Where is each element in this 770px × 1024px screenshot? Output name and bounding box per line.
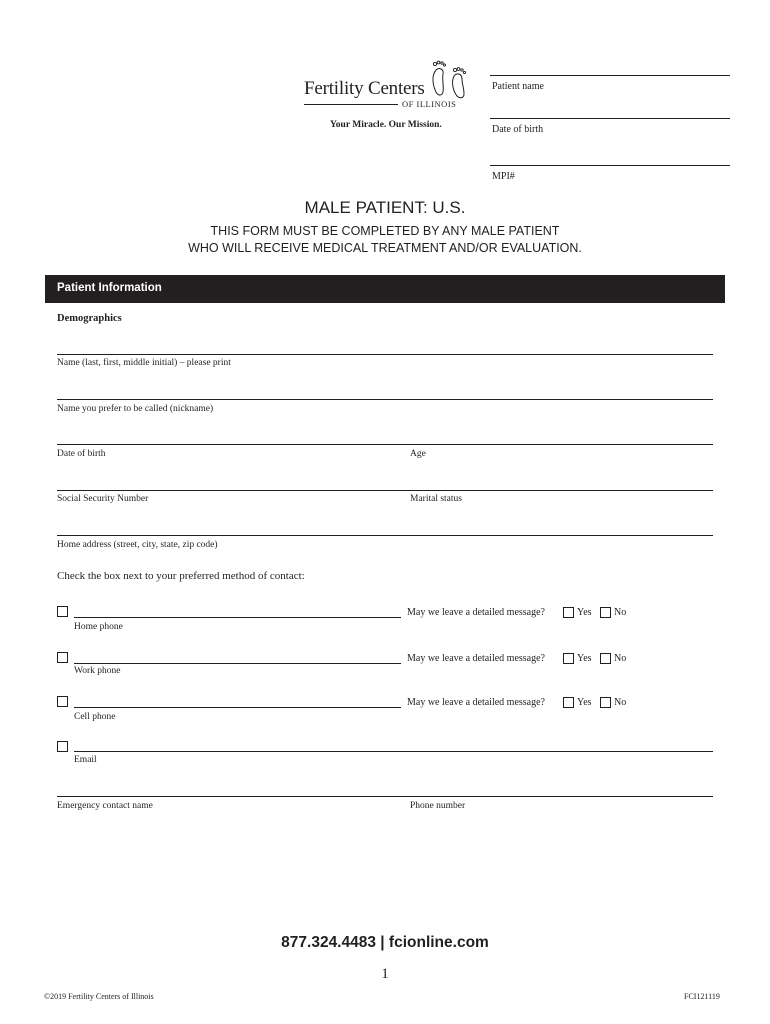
logo-tagline: Your Miracle. Our Mission. <box>330 120 442 130</box>
home-message-question: May we leave a detailed message? <box>407 607 545 618</box>
nickname-label: Name you prefer to be called (nickname) <box>57 404 214 414</box>
section-bar <box>45 275 725 303</box>
footer-contact: 877.324.4483 | fcionline.com <box>281 934 489 951</box>
emergency-line[interactable] <box>57 796 713 797</box>
email-line[interactable] <box>74 751 713 752</box>
work-yes-checkbox[interactable] <box>563 653 574 664</box>
patient-name-line[interactable] <box>490 75 730 76</box>
ssn-marital-line[interactable] <box>57 490 713 491</box>
home-yes-label: Yes <box>577 607 592 618</box>
logo <box>296 58 486 138</box>
home-no-label: No <box>614 607 627 618</box>
cell-no-checkbox[interactable] <box>600 697 611 708</box>
section-heading: Patient Information <box>57 282 162 294</box>
cell-phone-line[interactable] <box>74 707 401 708</box>
work-phone-checkbox[interactable] <box>57 652 68 663</box>
contact-instruction: Check the box next to your preferred method of contact: <box>57 570 305 582</box>
copyright: ©2019 Fertility Centers of Illinois <box>44 992 154 1001</box>
patient-name-label: Patient name <box>492 81 544 92</box>
emergency-name-label: Emergency contact name <box>57 801 153 811</box>
home-phone-line[interactable] <box>74 617 401 618</box>
page-number: 1 <box>381 966 389 982</box>
home-no-checkbox[interactable] <box>600 607 611 618</box>
demographics-heading: Demographics <box>57 313 122 324</box>
work-no-label: No <box>614 653 627 664</box>
work-no-checkbox[interactable] <box>600 653 611 664</box>
email-checkbox[interactable] <box>57 741 68 752</box>
cell-phone-checkbox[interactable] <box>57 696 68 707</box>
work-phone-label: Work phone <box>74 666 121 676</box>
email-label: Email <box>74 755 97 765</box>
marital-label: Marital status <box>410 494 462 504</box>
cell-yes-label: Yes <box>577 697 592 708</box>
home-yes-checkbox[interactable] <box>563 607 574 618</box>
mpi-label: MPI# <box>492 171 515 182</box>
header-dob-label: Date of birth <box>492 124 544 135</box>
home-phone-checkbox[interactable] <box>57 606 68 617</box>
logo-name: Fertility Centers <box>304 78 425 99</box>
form-title: MALE PATIENT: U.S. <box>304 198 466 217</box>
logo-rule <box>304 104 398 105</box>
name-line[interactable] <box>57 354 713 355</box>
age-label: Age <box>410 449 426 459</box>
footprints-icon <box>424 58 474 104</box>
form-code: FCI121119 <box>684 992 720 1001</box>
mpi-line[interactable] <box>490 165 730 166</box>
ssn-label: Social Security Number <box>57 494 149 504</box>
work-yes-label: Yes <box>577 653 592 664</box>
dob-age-line[interactable] <box>57 444 713 445</box>
cell-message-question: May we leave a detailed message? <box>407 697 545 708</box>
address-label: Home address (street, city, state, zip code) <box>57 540 218 550</box>
cell-yes-checkbox[interactable] <box>563 697 574 708</box>
emergency-phone-label: Phone number <box>410 801 466 811</box>
home-phone-label: Home phone <box>74 622 123 632</box>
work-phone-line[interactable] <box>74 663 401 664</box>
address-line[interactable] <box>57 535 713 536</box>
dob-label: Date of birth <box>57 449 106 459</box>
name-label: Name (last, first, middle initial) – please print <box>57 358 231 368</box>
cell-phone-label: Cell phone <box>74 712 116 722</box>
form-subtitle-1: THIS FORM MUST BE COMPLETED BY ANY MALE PATIENT <box>210 224 560 238</box>
logo-sub: OF ILLINOIS <box>402 99 457 109</box>
form-subtitle-2: WHO WILL RECEIVE MEDICAL TREATMENT AND/OR EVALUATION. <box>188 241 582 255</box>
cell-no-label: No <box>614 697 627 708</box>
nickname-line[interactable] <box>57 399 713 400</box>
work-message-question: May we leave a detailed message? <box>407 653 545 664</box>
header-dob-line[interactable] <box>490 118 730 119</box>
